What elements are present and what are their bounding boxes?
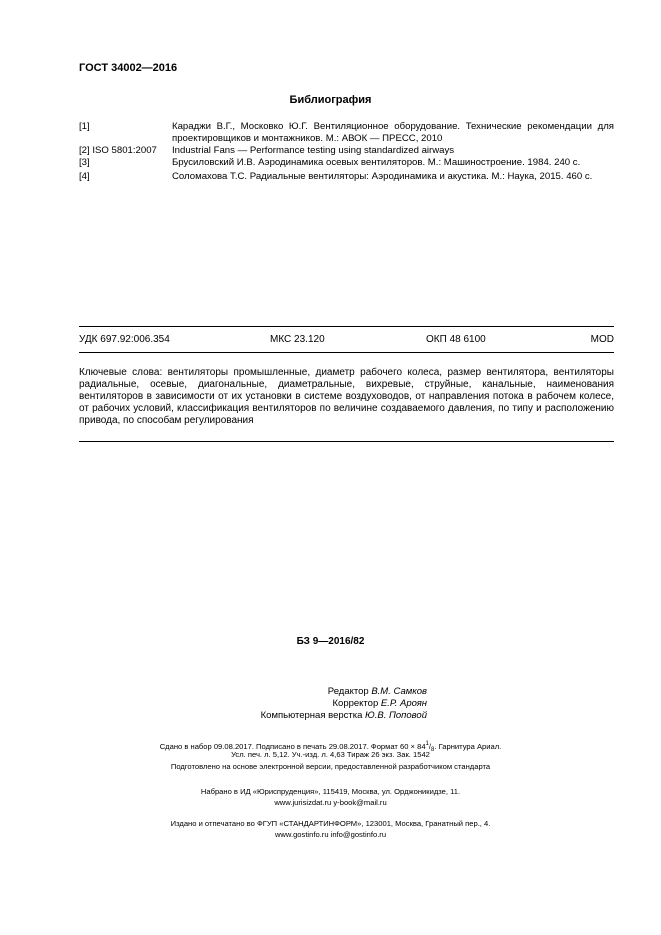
bibliography-text: Караджи В.Г., Московко Ю.Г. Вентиляционное оборудование. Технические рекомендации для проектировщиков и монтажников. М.: АВОК — ПРЕСС, 2010 (172, 121, 614, 144)
document-code: ГОСТ 34002—2016 (79, 62, 178, 74)
imprint-format-text: Сдано в набор 09.08.2017. Подписано в печать 29.08.2017. Формат 60 × 84 (159, 742, 426, 751)
editor-line (328, 686, 427, 698)
bibliography-ref: [4] (79, 171, 90, 182)
editor-role: Редактор (327, 686, 369, 697)
imprint-line-5: www.jurisizdat.ru y-book@mail.ru (274, 798, 387, 807)
bibliography-text: Industrial Fans — Performance testing using standardized airways (172, 145, 455, 156)
udk-code: УДК 697.92:006.354 (79, 334, 170, 345)
format-fraction-numerator: 1 (425, 741, 429, 747)
format-fraction-denominator: 8 (431, 747, 435, 753)
editor-name: В.М. Самков (371, 686, 427, 697)
divider-middle (79, 352, 614, 353)
bz-number: БЗ 9—2016/82 (296, 636, 365, 647)
layout-role: Компьютерная верстка (260, 710, 363, 721)
bibliography-ref: [2] ISO 5801:2007 (79, 145, 157, 156)
bibliography-ref: [3] (79, 157, 90, 168)
imprint-line-4: Набрано в ИД «Юриспруденция», 115419, Москва, ул. Орджоникидзе, 11. (200, 787, 461, 796)
corrector-line (333, 698, 428, 710)
keywords-paragraph: Ключевые слова: вентиляторы промышленные, диаметр рабочего колеса, размер вентилятора, вентиляторы радиальные, осевые, диагональные, диаметральные, вихревые, струйные, канальные, наименования вентиляторов в зависимости от их установки в системе воздуховодов, от направления потока в рабочем колесе, от рабочих условий, классификация вентиляторов по величине создаваемого давления, по типу и расположению привода, по способам регулирования (79, 367, 614, 426)
imprint-line-2: Усл. печ. л. 5,12. Уч.-изд. л. 4,63 Тираж 26 экз. Зак. 1542 (231, 750, 430, 759)
imprint-line-1: Сдано в набор 09.08.2017. Подписано в печать 29.08.2017. Формат $60 \times 84^1/_8$. Гарнитура Ариал. (159, 741, 502, 753)
okp-code: ОКП 48 6100 (426, 334, 486, 345)
corrector-name: Е.Р. Ароян (380, 698, 427, 709)
imprint-line-6: Издано и отпечатано во ФГУП «СТАНДАРТИНФОРМ», 123001, Москва, Гранатный пер., 4. (170, 819, 491, 828)
layout-name: Ю.В. Поповой (365, 710, 427, 721)
imprint-line-3: Подготовлено на основе электронной версии, предоставленной разработчиком стандарта (170, 762, 491, 771)
divider-bottom (79, 441, 614, 442)
imprint-font-text: . Гарнитура Ариал. (434, 742, 502, 751)
bibliography-ref: [1] (79, 121, 90, 132)
bibliography-text: Брусиловский И.В. Аэродинамика осевых вентиляторов. М.: Машиностроение. 1984. 240 с. (172, 157, 581, 168)
mod-code: MOD (590, 334, 614, 345)
divider-top (79, 326, 614, 327)
corrector-role: Корректор (332, 698, 379, 709)
layout-line (261, 710, 427, 722)
bibliography-text: Соломахова Т.С. Радиальные вентиляторы: Аэродинамика и акустика. М.: Наука, 2015. 460 с. (172, 171, 593, 182)
bibliography-title: Библиография (289, 94, 372, 106)
imprint-line-7: www.gostinfo.ru info@gostinfo.ru (274, 830, 387, 839)
mks-code: МКС 23.120 (270, 334, 325, 345)
